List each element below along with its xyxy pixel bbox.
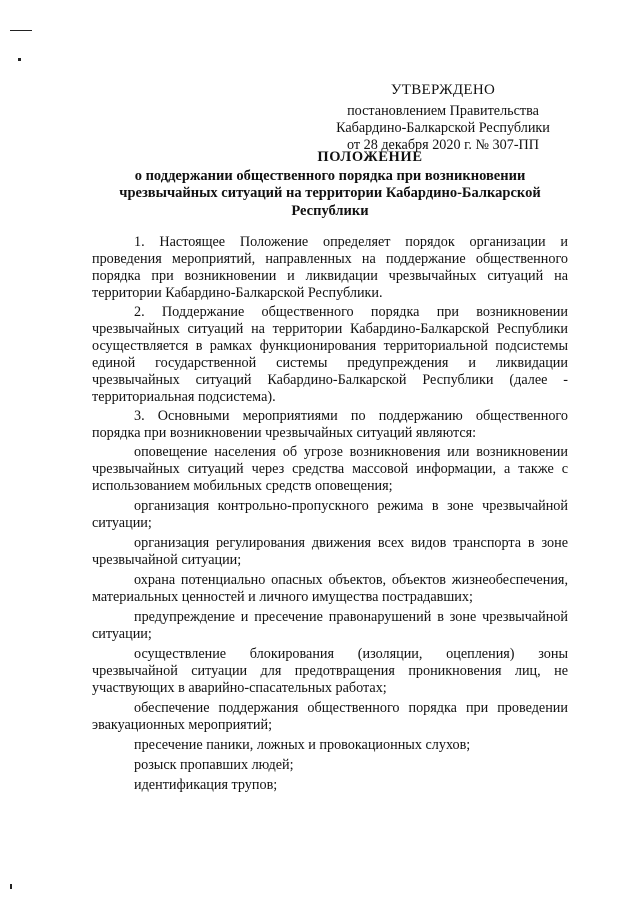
document-title — [100, 149, 560, 220]
approval-stamp — [318, 82, 568, 154]
approval-heading: УТВЕРЖДЕНО — [390, 82, 496, 98]
approval-line-2: Кабардино-Балкарской Республики — [336, 120, 550, 136]
paragraph-3: 3. Основными мероприятиями по поддержанию общественного порядка при возникновении чрезвычайных ситуаций являются: — [92, 408, 568, 441]
list-item: оповещение населения об угрозе возникновения или возникновении чрезвычайных ситуаций через средства массовой информации, а также с использованием мобильных средств оповещения; — [92, 444, 568, 494]
scan-mark-top-left — [10, 30, 32, 31]
list-item: организация контрольно-пропускного режима в зоне чрезвычайной ситуации; — [92, 498, 568, 531]
list-item: пресечение паники, ложных и провокационных слухов; — [134, 737, 471, 753]
document-body — [92, 234, 568, 797]
list-item: организация регулирования движения всех видов транспорта в зоне чрезвычайной ситуации; — [92, 535, 568, 568]
list-item: идентификация трупов; — [134, 777, 278, 793]
approval-line-1: постановлением Правительства — [347, 103, 539, 119]
scan-mark-dot — [18, 58, 21, 61]
list-item: предупреждение и пресечение правонарушений в зоне чрезвычайной ситуации; — [92, 609, 568, 642]
list-item: обеспечение поддержания общественного порядка при проведении эвакуационных мероприятий; — [92, 700, 568, 733]
approval-line-3: от 28 декабря 2020 г. № 307-ПП — [346, 137, 540, 153]
title-sub: о поддержании общественного порядка при возникновении чрезвычайных ситуаций на территории Кабардино-Балкарской Республики — [119, 167, 541, 219]
paragraph-1: 1. Настоящее Положение определяет порядок организации и проведения мероприятий, направленных на поддержание общественного порядка при возникновении и ликвидации чрезвычайных ситуаций на территории Кабардино-Балкарской Республики. — [92, 234, 568, 301]
list-item: розыск пропавших людей; — [134, 757, 294, 773]
title-main: ПОЛОЖЕНИЕ — [317, 149, 423, 165]
list-item: охрана потенциально опасных объектов, объектов жизнеобеспечения, материальных ценностей и личного имущества пострадавших; — [92, 572, 568, 605]
scan-mark-bottom-left — [10, 884, 12, 889]
list-item: осуществление блокирования (изоляции, оцепления) зоны чрезвычайной ситуации для предотвращения проникновения лиц, не участвующих в аварийно-спасательных работах; — [92, 646, 568, 696]
paragraph-2: 2. Поддержание общественного порядка при возникновении чрезвычайных ситуаций на территории Кабардино-Балкарской Республики осуществляется в рамках функционирования территориальной подсистемы единой государственной системы предупреждения и ликвидации чрезвычайных ситуаций Кабардино-Балкарской Республики (далее - территориальная подсистема). — [92, 304, 568, 405]
